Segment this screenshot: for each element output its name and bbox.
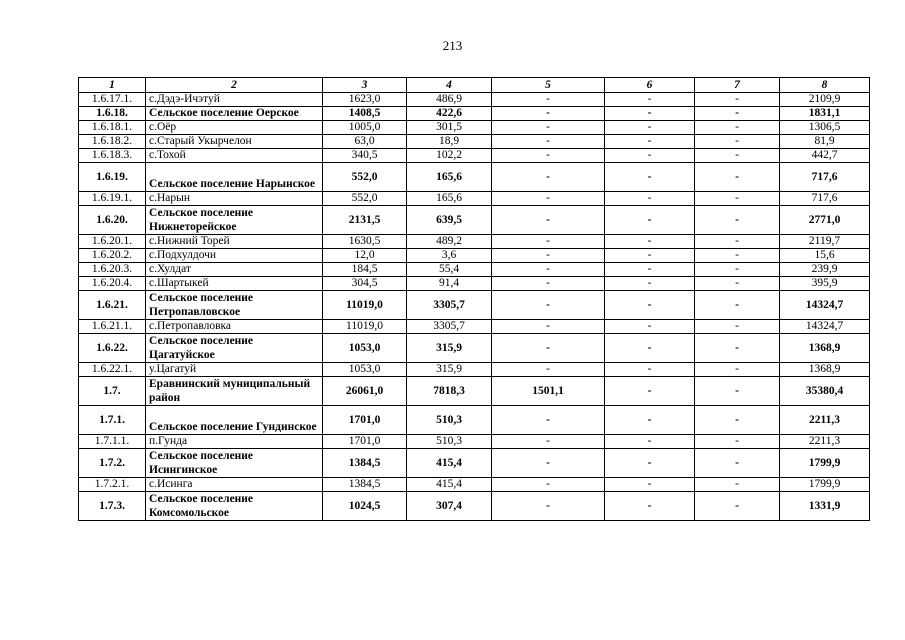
cell-col-8: 442,7 xyxy=(780,149,870,163)
cell-col-7: - xyxy=(695,192,780,206)
cell-col-5: - xyxy=(492,320,605,334)
cell-col-8: 35380,4 xyxy=(780,377,870,406)
cell-col-8: 717,6 xyxy=(780,192,870,206)
cell-col-8: 14324,7 xyxy=(780,320,870,334)
cell-col-6: - xyxy=(605,449,695,478)
cell-col-5: - xyxy=(492,291,605,320)
header-row xyxy=(79,78,870,93)
cell-col-3: 11019,0 xyxy=(323,291,407,320)
cell-col-8: 239,9 xyxy=(780,263,870,277)
cell-col-4: 307,4 xyxy=(407,492,492,521)
row-name: с.Исинга xyxy=(146,478,323,492)
row-code: 1.6.19.1. xyxy=(79,192,146,206)
cell-col-7: - xyxy=(695,363,780,377)
cell-col-4: 639,5 xyxy=(407,206,492,235)
cell-col-8: 2119,7 xyxy=(780,235,870,249)
cell-col-4: 55,4 xyxy=(407,263,492,277)
row-code: 1.7.1.1. xyxy=(79,435,146,449)
row-name: Сельское поселение Комсомольское xyxy=(146,492,323,521)
cell-col-3: 11019,0 xyxy=(323,320,407,334)
cell-col-7: - xyxy=(695,163,780,192)
cell-col-7: - xyxy=(695,377,780,406)
cell-col-3: 1408,5 xyxy=(323,107,407,121)
cell-col-3: 552,0 xyxy=(323,163,407,192)
row-name: Сельское поселение Оерское xyxy=(146,107,323,121)
cell-col-4: 315,9 xyxy=(407,363,492,377)
row-code: 1.6.20.1. xyxy=(79,235,146,249)
table-row xyxy=(79,107,870,121)
cell-col-6: - xyxy=(605,363,695,377)
cell-col-5: - xyxy=(492,192,605,206)
table-row xyxy=(79,492,870,521)
cell-col-5: - xyxy=(492,235,605,249)
cell-col-7: - xyxy=(695,249,780,263)
row-name: с.Хулдат xyxy=(146,263,323,277)
cell-col-4: 165,6 xyxy=(407,192,492,206)
row-code: 1.6.20.3. xyxy=(79,263,146,277)
table-row xyxy=(79,291,870,320)
row-name: с.Старый Укырчелон xyxy=(146,135,323,149)
table-row xyxy=(79,334,870,363)
cell-col-6: - xyxy=(605,249,695,263)
row-name: Сельское поселение Нижнеторейское xyxy=(146,206,323,235)
row-code: 1.6.22.1. xyxy=(79,363,146,377)
cell-col-4: 489,2 xyxy=(407,235,492,249)
row-code: 1.6.17.1. xyxy=(79,93,146,107)
cell-col-3: 184,5 xyxy=(323,263,407,277)
row-name: с.Нарын xyxy=(146,192,323,206)
table-row xyxy=(79,192,870,206)
cell-col-8: 2211,3 xyxy=(780,435,870,449)
cell-col-6: - xyxy=(605,406,695,435)
cell-col-3: 1053,0 xyxy=(323,363,407,377)
cell-col-7: - xyxy=(695,235,780,249)
cell-col-8: 717,6 xyxy=(780,163,870,192)
cell-col-7: - xyxy=(695,135,780,149)
cell-col-7: - xyxy=(695,320,780,334)
cell-col-3: 1701,0 xyxy=(323,406,407,435)
row-name: Сельское поселение Нарынское xyxy=(146,163,323,192)
table-row xyxy=(79,377,870,406)
table-row xyxy=(79,121,870,135)
table-row xyxy=(79,163,870,192)
table-row xyxy=(79,206,870,235)
cell-col-6: - xyxy=(605,291,695,320)
row-code: 1.6.18.1. xyxy=(79,121,146,135)
cell-col-5: - xyxy=(492,406,605,435)
row-code: 1.6.18.3. xyxy=(79,149,146,163)
cell-col-8: 2771,0 xyxy=(780,206,870,235)
cell-col-4: 18,9 xyxy=(407,135,492,149)
cell-col-7: - xyxy=(695,406,780,435)
cell-col-3: 1384,5 xyxy=(323,449,407,478)
row-code: 1.7.1. xyxy=(79,406,146,435)
cell-col-8: 1331,9 xyxy=(780,492,870,521)
cell-col-8: 15,6 xyxy=(780,249,870,263)
cell-col-4: 315,9 xyxy=(407,334,492,363)
table-row xyxy=(79,478,870,492)
cell-col-5: - xyxy=(492,206,605,235)
cell-col-3: 2131,5 xyxy=(323,206,407,235)
cell-col-7: - xyxy=(695,277,780,291)
cell-col-7: - xyxy=(695,492,780,521)
cell-col-3: 552,0 xyxy=(323,192,407,206)
cell-col-4: 3305,7 xyxy=(407,320,492,334)
cell-col-3: 1701,0 xyxy=(323,435,407,449)
table-row xyxy=(79,406,870,435)
cell-col-8: 1799,9 xyxy=(780,449,870,478)
row-name: с.Петропавловка xyxy=(146,320,323,334)
row-name: с.Оёр xyxy=(146,121,323,135)
cell-col-8: 1368,9 xyxy=(780,334,870,363)
column-header: 2 xyxy=(146,78,323,93)
cell-col-6: - xyxy=(605,192,695,206)
cell-col-5: - xyxy=(492,363,605,377)
row-name: с.Дэдэ-Ичэтуй xyxy=(146,93,323,107)
cell-col-7: - xyxy=(695,263,780,277)
cell-col-6: - xyxy=(605,206,695,235)
cell-col-8: 81,9 xyxy=(780,135,870,149)
cell-col-7: - xyxy=(695,93,780,107)
cell-col-4: 3305,7 xyxy=(407,291,492,320)
cell-col-8: 395,9 xyxy=(780,277,870,291)
cell-col-5: - xyxy=(492,249,605,263)
column-header: 1 xyxy=(79,78,146,93)
cell-col-6: - xyxy=(605,163,695,192)
column-header: 6 xyxy=(605,78,695,93)
cell-col-5: - xyxy=(492,492,605,521)
row-code: 1.7.3. xyxy=(79,492,146,521)
row-name: с.Подхулдочи xyxy=(146,249,323,263)
cell-col-3: 1005,0 xyxy=(323,121,407,135)
cell-col-3: 63,0 xyxy=(323,135,407,149)
column-header: 3 xyxy=(323,78,407,93)
cell-col-6: - xyxy=(605,435,695,449)
cell-col-6: - xyxy=(605,135,695,149)
cell-col-4: 102,2 xyxy=(407,149,492,163)
row-code: 1.7. xyxy=(79,377,146,406)
cell-col-7: - xyxy=(695,449,780,478)
row-name: Сельское поселение Петропавловское xyxy=(146,291,323,320)
cell-col-8: 2109,9 xyxy=(780,93,870,107)
row-code: 1.6.20. xyxy=(79,206,146,235)
cell-col-6: - xyxy=(605,478,695,492)
cell-col-5: - xyxy=(492,149,605,163)
cell-col-4: 7818,3 xyxy=(407,377,492,406)
row-name: Сельское поселение Цагатуйское xyxy=(146,334,323,363)
cell-col-6: - xyxy=(605,320,695,334)
table-row xyxy=(79,277,870,291)
table-row xyxy=(79,449,870,478)
cell-col-5: - xyxy=(492,135,605,149)
row-code: 1.6.21.1. xyxy=(79,320,146,334)
cell-col-7: - xyxy=(695,121,780,135)
cell-col-4: 91,4 xyxy=(407,277,492,291)
cell-col-4: 422,6 xyxy=(407,107,492,121)
row-name: с.Нижний Торей xyxy=(146,235,323,249)
cell-col-3: 26061,0 xyxy=(323,377,407,406)
row-code: 1.7.2.1. xyxy=(79,478,146,492)
cell-col-6: - xyxy=(605,377,695,406)
cell-col-6: - xyxy=(605,107,695,121)
cell-col-7: - xyxy=(695,435,780,449)
cell-col-8: 2211,3 xyxy=(780,406,870,435)
table-body xyxy=(79,93,870,521)
cell-col-3: 304,5 xyxy=(323,277,407,291)
row-name: Еравнинский муниципальный район xyxy=(146,377,323,406)
cell-col-3: 1053,0 xyxy=(323,334,407,363)
row-name: у.Цагатуй xyxy=(146,363,323,377)
cell-col-4: 510,3 xyxy=(407,435,492,449)
row-code: 1.6.18. xyxy=(79,107,146,121)
table-row xyxy=(79,93,870,107)
cell-col-4: 415,4 xyxy=(407,478,492,492)
row-code: 1.6.18.2. xyxy=(79,135,146,149)
row-name: с.Тохой xyxy=(146,149,323,163)
row-name: п.Гунда xyxy=(146,435,323,449)
row-name: Сельское поселение Исингинское xyxy=(146,449,323,478)
cell-col-5: - xyxy=(492,121,605,135)
cell-col-5: - xyxy=(492,107,605,121)
cell-col-4: 510,3 xyxy=(407,406,492,435)
cell-col-7: - xyxy=(695,334,780,363)
table-row xyxy=(79,363,870,377)
cell-col-6: - xyxy=(605,149,695,163)
cell-col-8: 1368,9 xyxy=(780,363,870,377)
cell-col-7: - xyxy=(695,206,780,235)
cell-col-5: - xyxy=(492,163,605,192)
cell-col-7: - xyxy=(695,107,780,121)
cell-col-5: - xyxy=(492,263,605,277)
cell-col-5: - xyxy=(492,93,605,107)
cell-col-4: 165,6 xyxy=(407,163,492,192)
cell-col-6: - xyxy=(605,334,695,363)
cell-col-7: - xyxy=(695,291,780,320)
cell-col-5: - xyxy=(492,449,605,478)
table-row xyxy=(79,149,870,163)
page-number: 213 xyxy=(442,38,463,53)
table-row xyxy=(79,135,870,149)
table-row xyxy=(79,435,870,449)
cell-col-6: - xyxy=(605,277,695,291)
cell-col-3: 12,0 xyxy=(323,249,407,263)
cell-col-3: 1623,0 xyxy=(323,93,407,107)
row-code: 1.6.20.2. xyxy=(79,249,146,263)
row-code: 1.6.21. xyxy=(79,291,146,320)
cell-col-3: 340,5 xyxy=(323,149,407,163)
table-row xyxy=(79,249,870,263)
cell-col-3: 1384,5 xyxy=(323,478,407,492)
cell-col-4: 3,6 xyxy=(407,249,492,263)
row-code: 1.7.2. xyxy=(79,449,146,478)
cell-col-8: 1799,9 xyxy=(780,478,870,492)
cell-col-7: - xyxy=(695,149,780,163)
column-header: 5 xyxy=(492,78,605,93)
column-header: 8 xyxy=(780,78,870,93)
cell-col-5: - xyxy=(492,435,605,449)
cell-col-6: - xyxy=(605,93,695,107)
cell-col-8: 1306,5 xyxy=(780,121,870,135)
cell-col-5: - xyxy=(492,334,605,363)
cell-col-4: 415,4 xyxy=(407,449,492,478)
cell-col-4: 301,5 xyxy=(407,121,492,135)
cell-col-6: - xyxy=(605,492,695,521)
column-header: 4 xyxy=(407,78,492,93)
row-name: Сельское поселение Гундинское xyxy=(146,406,323,435)
cell-col-4: 486,9 xyxy=(407,93,492,107)
row-code: 1.6.19. xyxy=(79,163,146,192)
cell-col-6: - xyxy=(605,121,695,135)
cell-col-6: - xyxy=(605,235,695,249)
column-header: 7 xyxy=(695,78,780,93)
cell-col-8: 1831,1 xyxy=(780,107,870,121)
cell-col-6: - xyxy=(605,263,695,277)
cell-col-5: 1501,1 xyxy=(492,377,605,406)
table-row xyxy=(79,263,870,277)
cell-col-5: - xyxy=(492,478,605,492)
row-name: с.Шартыкей xyxy=(146,277,323,291)
cell-col-7: - xyxy=(695,478,780,492)
row-code: 1.6.20.4. xyxy=(79,277,146,291)
row-code: 1.6.22. xyxy=(79,334,146,363)
data-table xyxy=(78,77,870,521)
cell-col-3: 1024,5 xyxy=(323,492,407,521)
table-row xyxy=(79,235,870,249)
cell-col-3: 1630,5 xyxy=(323,235,407,249)
cell-col-8: 14324,7 xyxy=(780,291,870,320)
cell-col-5: - xyxy=(492,277,605,291)
table-row xyxy=(79,320,870,334)
